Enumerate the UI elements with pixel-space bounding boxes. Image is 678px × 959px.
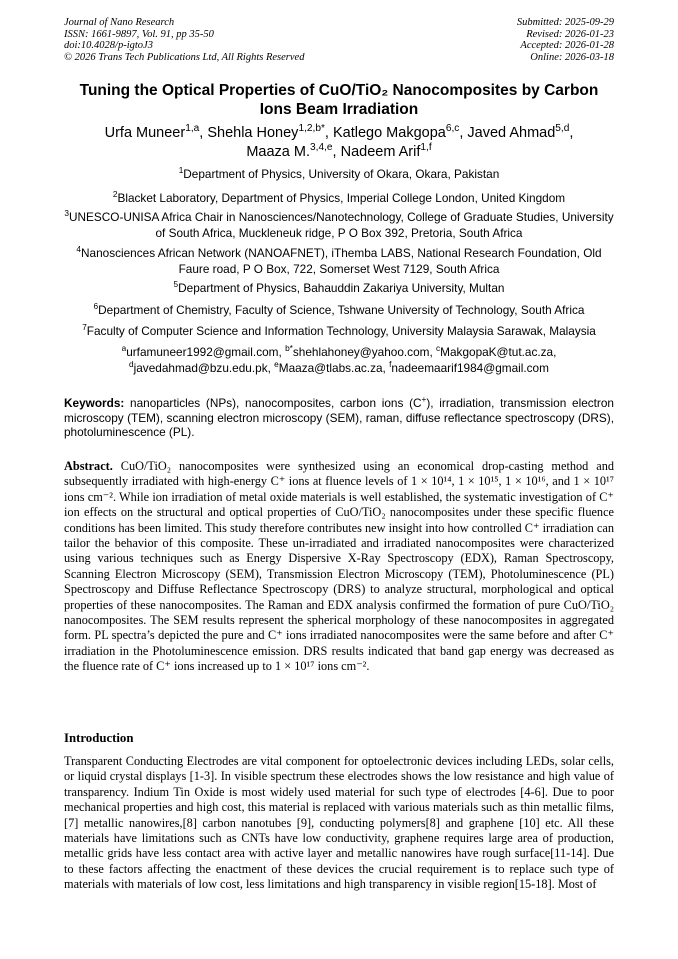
author: Maaza M.$^{3,4,e}$ [246,142,333,160]
date-revised: Revised: 2026-01-23 [526,28,614,40]
email-link[interactable]: $^c$MakgopaK@tut.ac.za [436,344,554,359]
dates-header [517,17,614,63]
paper-title: Tuning the Optical Properties of CuO/TiO₂ Nanocomposites by Carbon Ions Beam Irradiation [79,82,599,118]
affiliation: $^2$Blacket Laboratory, Department of Physics, Imperial College London, United Kingdom [112,190,566,205]
section-heading: Introduction [64,731,134,745]
affiliation: $^1$Department of Physics, University of Okara, Okara, Pakistan [178,166,500,181]
journal-name: Journal of Nano Research [64,17,175,28]
author: Javed Ahmad$^{5,d}$ [467,123,570,141]
affiliation: $^5$Department of Physics, Bahauddin Zakariya University, Multan [173,280,505,295]
abstract [64,459,614,675]
keywords: Keywords: nanoparticles (NPs), nanocomposites, carbon ions (C+), irradiation, transmission electron microscopy (TEM), scanning electron microscopy (SEM), raman, diffuse reflectance spectroscopy (DRS), photoluminescence (PL). [64,395,614,439]
abstract-label: Abstract. [64,459,113,473]
email-link[interactable]: $^{b*}$shehlahoney@yahoo.com [285,344,430,359]
author-list: Urfa Muneer$^{1,a}$, Shehla Honey$^{1,2,b*}$, Katlego Makgopa$^{6,c}$, Javed Ahmad$^{5,d}$, Maaza M.$^{3,4,e}$, Nadeem Arif$^{1,f}$ [104,123,574,160]
email-list: $^a$urfamuneer1992@gmail.com, $^{b*}$shehlahoney@yahoo.com, $^c$MakgopaK@tut.ac.za, $^d$javedahmad@bzu.edu.pk, $^e$Maaza@tlabs.ac.za, $^f$nadeemaarif1984@gmail.com [121,344,557,375]
keywords-label: Keywords: [64,396,125,410]
journal-header [64,17,304,63]
affiliation: $^6$Department of Chemistry, Faculty of Science, Tshwane University of Technology, South Africa [93,302,585,317]
author: Shehla Honey$^{1,2,b*}$ [207,123,325,141]
section-body: Transparent Conducting Electrodes are vital component for optoelectronic devices including LEDs, solar cells, or liquid crystal displays [1-3]. In visible spectrum these electrodes shows the low resistance and high value of transparency. Indium Tin Oxide is most widely used material for such type of electrodes [4-6]. Due to poor mechanical properties and high cost, this material is replaced with various materials such as thin metallic films,[7] metallic nanowires,[8] carbon nanotubes [9], conducting polymers[8] and graphene [10] etc. All these materials have limitations such as CNTs have low conductivity, graphene requires large area of production, metallic grids have less contact area with active layer and metallic nanowires have rough surface[11-14]. Due to these factors affecting the enactment of these devices the crucial requirement is to replace such type of materials with materials of low cost, less limitations and high transparency in visible region[15-18]. Most of [64,754,614,892]
email-link[interactable]: $^e$Maaza@tlabs.ac.za [274,359,383,375]
email-link[interactable]: $^f$nadeemaarif1984@gmail.com [389,359,549,375]
author: Nadeem Arif$^{1,f}$ [340,142,432,160]
author: Katlego Makgopa$^{6,c}$ [332,123,460,141]
date-submitted: Submitted: 2025-09-29 [516,17,614,28]
date-online: Online: 2026-03-18 [530,51,614,63]
email-link[interactable]: $^d$javedahmad@bzu.edu.pk [129,359,268,375]
journal-issn: ISSN: 1661-9897, Vol. 91, pp 35-50 [64,28,214,40]
journal-doi[interactable]: doi:10.4028/p-igtoJ3 [64,40,153,51]
abstract-text: CuO/TiO₂ nanocomposites were synthesized using an economical drop-casting method and subsequently irradiated with high-energy C⁺ ions at fluence levels of 1 × 10¹⁴, 1 × 10¹⁵, 1 × 10¹⁶, and 1 × 10¹⁷ ions cm⁻². While ion irradiation of metal oxide materials is well established, the systematic investigation of C⁺ ion effects on the structural and optical properties of CuO/TiO₂ nanocomposites under these specific fluence conditions has been limited. This study therefore contributes new insight into how controlled C⁺ irradiation can tailor the behavior of this composite. [64,459,614,551]
abstract-text: These un-irradiated and irradiated nanocomposites were characterized using various techniques such as Energy Dispersive X-Ray Spectroscopy (EDX), Raman Spectroscopy, Scanning Electron Microscopy (SEM), Transmission Electron Microscopy (TEM), Photoluminescence (PL) Spectroscopy and Diffuse Reflectance Spectroscopy (DRS) to analyze structural, morphological and optical properties of these nanocomposites. The Raman and EDX analysis confirmed the formation of pure CuO/TiO₂ nanocomposites. The SEM results represent the spherical morphology of these nanocomposites in aggregated form. PL spectra’s depicted the pure and C⁺ ions irradiated nanocomposites were the same before and after C⁺ irradiation in the Photoluminescence emission. DRS results indicated that band gap energy was decreased as the fluence rate of C⁺ ions increased up to 1 × 10¹⁷ ions cm⁻². [64,536,614,674]
affiliation: $^3$UNESCO-UNISA Africa Chair in Nanosciences/Nanotechnology, College of Graduate Studies, University of South Africa, Muckleneuk ridge, P O Box 392, Pretoria, South Africa [64,209,614,240]
email-link[interactable]: $^a$urfamuneer1992@gmail.com [121,344,279,359]
affiliation: $^7$Faculty of Computer Science and Information Technology, University Malaysia Sarawak, Malaysia [82,323,596,338]
author: Urfa Muneer$^{1,a}$ [104,123,200,141]
affiliation: $^4$Nanosciences African Network (NANOAFNET), iThemba LABS, National Research Foundation, Old Faure road, P O Box, 722, Somerset West 7129, South Africa [76,245,602,276]
date-accepted: Accepted: 2026-01-28 [520,40,614,51]
journal-copyright: © 2026 Trans Tech Publications Ltd, All Rights Reserved [64,51,305,63]
